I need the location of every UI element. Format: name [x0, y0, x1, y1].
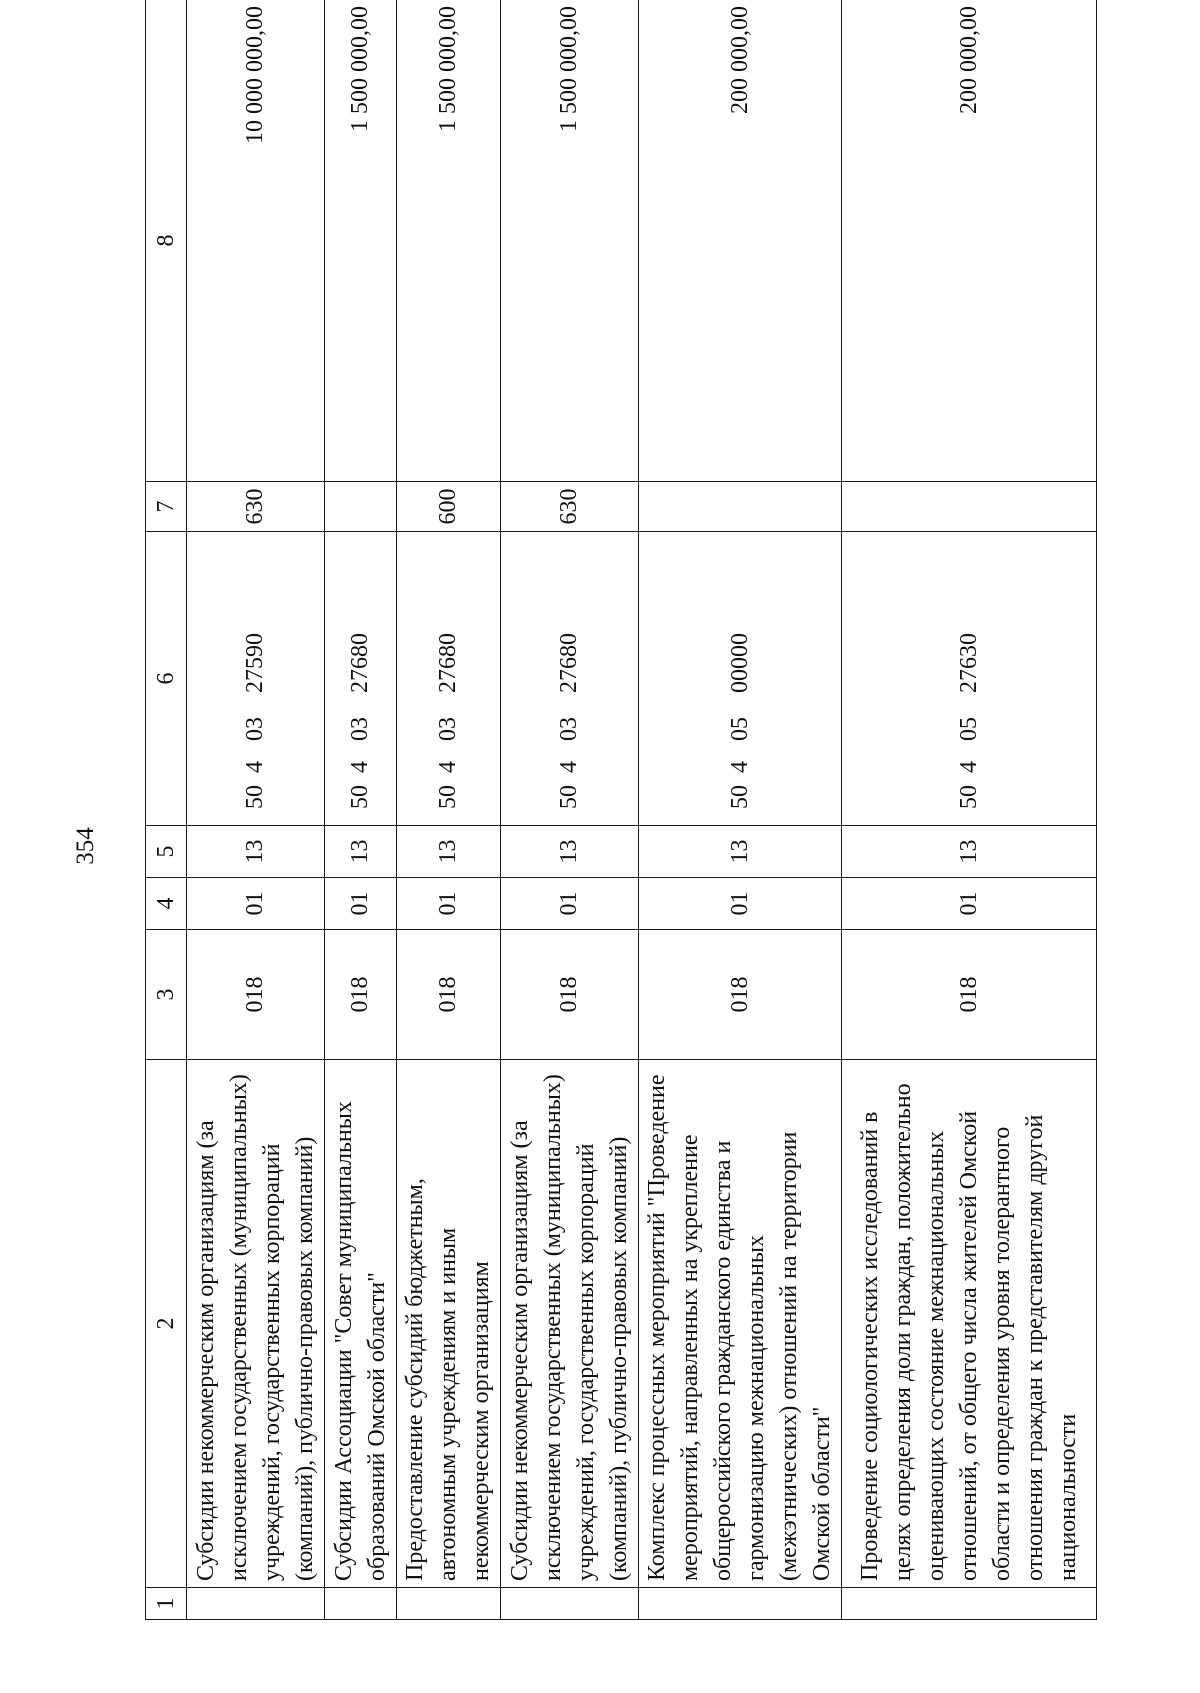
table-row [501, 0, 639, 1620]
expense-type-cell [325, 482, 397, 532]
table-container [145, 0, 1081, 1620]
header-cell-6: 6 [146, 532, 187, 826]
row-number-cell [397, 1588, 501, 1620]
header-cell-7: 7 [146, 482, 187, 532]
amount-cell: 1 500 000,00 [325, 0, 397, 482]
program-code: 50 [726, 785, 753, 809]
direction-code: 27680 [347, 633, 373, 693]
description-cell: Предоставление субсидий бюджетным, автономным учреждениям и иным некоммерческим организациям [397, 1060, 501, 1588]
page-number: 354 [72, 827, 99, 865]
description-cell: Субсидии Ассоциации "Совет муниципальных образований Омской области" [325, 1060, 397, 1588]
row-number-cell [325, 1588, 397, 1620]
subsection-cell: 13 [397, 826, 501, 878]
direction-code: 27590 [242, 633, 268, 693]
table-row [187, 0, 325, 1620]
subsection-cell: 13 [842, 826, 1097, 878]
header-cell-8: 8 [146, 0, 187, 482]
direction-code: 27680 [435, 633, 461, 693]
structure-code: 4 [347, 761, 373, 773]
table-row [639, 0, 842, 1620]
structure-code: 4 [435, 761, 461, 773]
description-cell: Комплекс процессных мероприятий "Проведение мероприятий, направленных на укрепление общероссийского гражданского единства и гармонизацию межнациональных (межэтнических) отношений на территории Омской области" [639, 1060, 842, 1588]
section-cell: 01 [397, 878, 501, 930]
section-cell: 01 [325, 878, 397, 930]
table-row [325, 0, 397, 1620]
element-code: 03 [435, 717, 461, 741]
row-number-cell [501, 1588, 639, 1620]
row-number-cell [187, 1588, 325, 1620]
section-cell: 01 [501, 878, 639, 930]
expense-type-cell: 600 [397, 482, 501, 532]
subsection-cell: 13 [325, 826, 397, 878]
element-code: 05 [726, 717, 753, 741]
program-code: 50 [347, 785, 373, 809]
header-row [146, 0, 187, 1620]
row-number-cell [639, 1588, 842, 1620]
admin-code-cell: 018 [397, 930, 501, 1060]
description-cell: Проведение социологических исследований в целях определения доли граждан, положительно оценивающих состояние межнациональных отношений, от общего числа жителей Омской области и определения уровня толерантного отношения граждан к представителям другой национальности [842, 1060, 1097, 1588]
structure-code: 4 [242, 761, 268, 773]
program-code: 50 [435, 785, 461, 809]
expense-type-cell [639, 482, 842, 532]
table-row [397, 0, 501, 1620]
program-code: 50 [955, 785, 982, 809]
element-code: 03 [347, 717, 373, 741]
direction-code: 00000 [726, 633, 753, 693]
admin-code-cell: 018 [842, 930, 1097, 1060]
target-article-cell [501, 532, 639, 826]
subsection-cell: 13 [501, 826, 639, 878]
amount-cell: 200 000,00 [639, 0, 842, 482]
admin-code-cell: 018 [639, 930, 842, 1060]
description-cell: Субсидии некоммерческим организациям (за исключением государственных (муниципальных) учреждений, государственных корпораций (компаний), публично-правовых компаний) [187, 1060, 325, 1588]
header-cell-1: 1 [146, 1588, 187, 1620]
target-article-cell [639, 532, 842, 826]
target-article-cell [325, 532, 397, 826]
row-number-cell [842, 1588, 1097, 1620]
target-article-cell [397, 532, 501, 826]
amount-cell: 10 000 000,00 [187, 0, 325, 482]
table-row [842, 0, 1097, 1620]
amount-cell: 1 500 000,00 [397, 0, 501, 482]
description-cell: Субсидии некоммерческим организациям (за исключением государственных (муниципальных) учреждений, государственных корпораций (компаний), публично-правовых компаний) [501, 1060, 639, 1588]
expense-type-cell: 630 [187, 482, 325, 532]
target-article-cell [842, 532, 1097, 826]
element-code: 03 [556, 717, 582, 741]
amount-cell: 200 000,00 [842, 0, 1097, 482]
direction-code: 27630 [955, 633, 982, 693]
header-cell-2: 2 [146, 1060, 187, 1588]
expense-type-cell: 630 [501, 482, 639, 532]
admin-code-cell: 018 [501, 930, 639, 1060]
header-cell-3: 3 [146, 930, 187, 1060]
amount-cell: 1 500 000,00 [501, 0, 639, 482]
structure-code: 4 [556, 761, 582, 773]
subsection-cell: 13 [187, 826, 325, 878]
admin-code-cell: 018 [325, 930, 397, 1060]
subsection-cell: 13 [639, 826, 842, 878]
section-cell: 01 [639, 878, 842, 930]
expense-type-cell [842, 482, 1097, 532]
admin-code-cell: 018 [187, 930, 325, 1060]
header-cell-4: 4 [146, 878, 187, 930]
budget-table [145, 0, 1097, 1620]
direction-code: 27680 [556, 633, 582, 693]
structure-code: 4 [726, 761, 753, 773]
section-cell: 01 [842, 878, 1097, 930]
header-cell-5: 5 [146, 826, 187, 878]
program-code: 50 [242, 785, 268, 809]
target-article-cell [187, 532, 325, 826]
element-code: 03 [242, 717, 268, 741]
section-cell: 01 [187, 878, 325, 930]
program-code: 50 [556, 785, 582, 809]
element-code: 05 [955, 717, 982, 741]
structure-code: 4 [955, 761, 982, 773]
